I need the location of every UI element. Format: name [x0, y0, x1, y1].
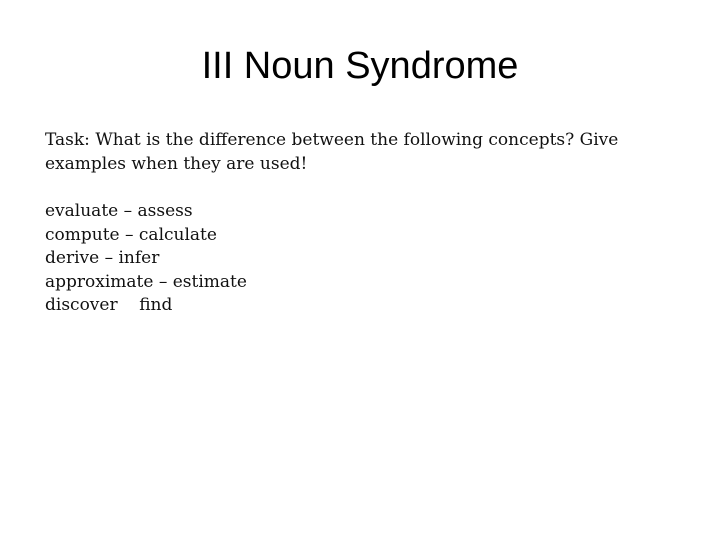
- slide-content: [45, 128, 695, 335]
- slide-title: III Noun Syndrome: [201, 45, 519, 87]
- concept-pair: discover find: [45, 295, 173, 315]
- task-text: What is the difference between the following concepts? Give examples when they are used!: [45, 130, 619, 174]
- concept-pair: compute – calculate: [45, 224, 217, 245]
- concept-pair: approximate – estimate: [45, 271, 247, 292]
- task-label: Task:: [45, 130, 90, 150]
- concept-pair: evaluate – assess: [45, 201, 193, 221]
- concept-pair: derive – infer: [45, 248, 160, 268]
- concept-pairs-list: [45, 200, 695, 318]
- task-paragraph: [45, 128, 695, 176]
